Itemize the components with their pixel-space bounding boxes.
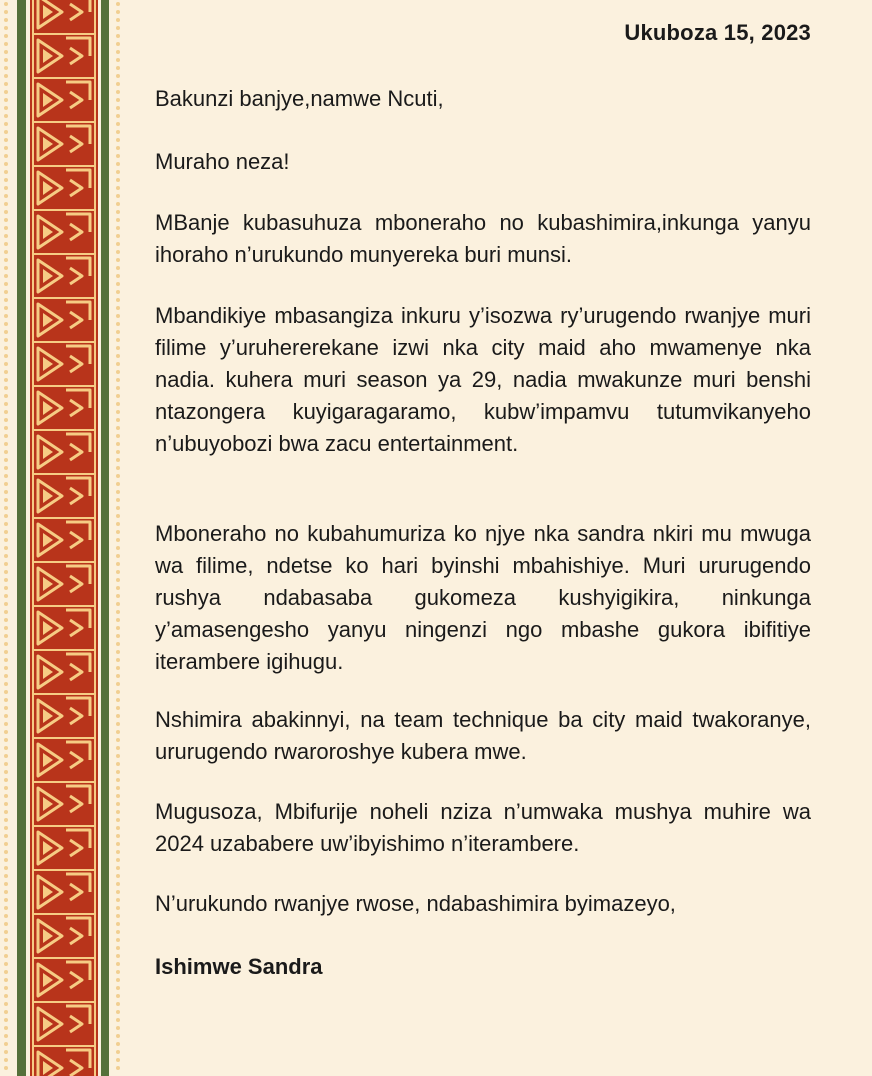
border-dot	[116, 58, 120, 62]
border-dot	[4, 266, 8, 270]
border-dot	[116, 298, 120, 302]
border-dot	[4, 58, 8, 62]
border-dot	[116, 322, 120, 326]
border-dot	[116, 266, 120, 270]
border-dot	[4, 194, 8, 198]
border-dot	[4, 586, 8, 590]
border-dot	[4, 426, 8, 430]
border-dot	[116, 986, 120, 990]
border-dot	[116, 458, 120, 462]
border-dot	[116, 1034, 120, 1038]
border-dot	[4, 282, 8, 286]
border-dot	[116, 930, 120, 934]
border-dot	[4, 666, 8, 670]
border-dot	[116, 578, 120, 582]
border-dot	[116, 162, 120, 166]
border-dot	[116, 394, 120, 398]
border-dot	[116, 594, 120, 598]
border-dot	[116, 210, 120, 214]
border-dot	[116, 698, 120, 702]
border-dot	[116, 10, 120, 14]
border-dot	[4, 370, 8, 374]
border-dot	[4, 538, 8, 542]
border-dot	[116, 834, 120, 838]
border-dot	[4, 50, 8, 54]
border-dot	[4, 34, 8, 38]
border-dot	[4, 834, 8, 838]
border-dot	[4, 2, 8, 6]
border-dot	[4, 762, 8, 766]
border-dot	[116, 410, 120, 414]
border-dot	[4, 594, 8, 598]
border-dot	[116, 898, 120, 902]
border-dot	[116, 554, 120, 558]
border-dot	[116, 250, 120, 254]
border-dot	[4, 954, 8, 958]
border-dot	[116, 690, 120, 694]
closing-line: N’urukundo rwanjye rwose, ndabashimira byimazeyo,	[155, 891, 676, 916]
border-dot	[116, 938, 120, 942]
border-dot	[4, 362, 8, 366]
border-dot	[116, 194, 120, 198]
border-dot	[4, 1018, 8, 1022]
border-dot	[4, 346, 8, 350]
border-dot	[4, 730, 8, 734]
border-dot	[116, 138, 120, 142]
dot-column-right	[116, 2, 120, 1070]
border-dot	[116, 1058, 120, 1062]
border-dot	[4, 698, 8, 702]
border-dot	[116, 498, 120, 502]
border-dot	[4, 874, 8, 878]
border-dot	[4, 770, 8, 774]
border-dot	[116, 746, 120, 750]
border-dot	[4, 330, 8, 334]
border-dot	[116, 506, 120, 510]
border-dot	[4, 882, 8, 886]
border-dot	[4, 378, 8, 382]
border-dot	[116, 1010, 120, 1014]
border-dot	[4, 474, 8, 478]
border-dot	[4, 306, 8, 310]
border-dot	[4, 778, 8, 782]
border-dot	[4, 242, 8, 246]
border-dot	[116, 402, 120, 406]
border-dot	[4, 234, 8, 238]
border-dot	[116, 426, 120, 430]
border-dot	[116, 354, 120, 358]
letter-body	[155, 0, 811, 1076]
border-dot	[116, 378, 120, 382]
border-dot	[116, 1050, 120, 1054]
border-dot	[4, 754, 8, 758]
border-dot	[4, 642, 8, 646]
border-dot	[4, 42, 8, 46]
border-dot	[116, 2, 120, 6]
border-dot	[4, 1050, 8, 1054]
border-dot	[4, 498, 8, 502]
border-dot	[4, 930, 8, 934]
border-dot	[4, 74, 8, 78]
border-dot	[116, 490, 120, 494]
border-dot	[116, 82, 120, 86]
border-dot	[4, 226, 8, 230]
border-dot	[116, 954, 120, 958]
border-dot	[4, 994, 8, 998]
paragraph-2: Mbandikiye mbasangiza inkuru y’isozwa ry’urugendo rwanjye muri filime y’uruhererekane izwi nka city maid aho mwamenye nka nadia. kuhera muri season ya 29, nadia mwakunze muri benshi ntazongera kuyigaragaramo, kubw’impamvu tutumvikanyeho n’ubuyobozi bwa zacu entertainment.	[155, 303, 811, 456]
border-dot	[116, 130, 120, 134]
border-dot	[116, 442, 120, 446]
border-dot	[116, 90, 120, 94]
border-dot	[116, 626, 120, 630]
border-dot	[4, 394, 8, 398]
border-dot	[116, 290, 120, 294]
border-dot	[116, 346, 120, 350]
border-dot	[4, 466, 8, 470]
border-dot	[116, 274, 120, 278]
border-dot	[4, 530, 8, 534]
border-dot	[116, 522, 120, 526]
border-dot	[4, 1010, 8, 1014]
border-dot	[116, 538, 120, 542]
border-dot	[4, 738, 8, 742]
border-dot	[4, 898, 8, 902]
border-dot	[116, 450, 120, 454]
border-dot	[4, 690, 8, 694]
border-dot	[4, 322, 8, 326]
border-dot	[116, 370, 120, 374]
border-dot	[116, 74, 120, 78]
border-dot	[116, 850, 120, 854]
border-dot	[116, 1042, 120, 1046]
paragraph-3: Mboneraho no kubahumuriza ko njye nka sandra nkiri mu mwuga wa filime, ndetse ko hari byinshi mbahishiye. Muri ururugendo rushya ndabasaba gukomeza kushyigikira, ninkunga y’amasengesho yanyu ningenzi ngo mbashe gukora ibifitiye iterambere igihugu.	[155, 521, 811, 674]
green-stripe-left	[17, 0, 26, 1076]
border-dot	[116, 618, 120, 622]
border-dot	[116, 482, 120, 486]
border-dot	[4, 442, 8, 446]
border-dot	[4, 202, 8, 206]
border-dot	[116, 634, 120, 638]
border-dot	[4, 1058, 8, 1062]
border-dot	[4, 170, 8, 174]
border-dot	[116, 818, 120, 822]
border-dot	[4, 794, 8, 798]
border-dot	[116, 962, 120, 966]
border-dot	[116, 778, 120, 782]
border-dot	[116, 306, 120, 310]
border-dot	[116, 914, 120, 918]
border-dot	[116, 658, 120, 662]
border-dot	[4, 274, 8, 278]
border-dot	[4, 786, 8, 790]
border-dot	[116, 330, 120, 334]
paragraph-4: Nshimira abakinnyi, na team technique ba city maid twakoranye, ururugendo rwaroroshye kubera mwe.	[155, 707, 811, 764]
border-dot	[4, 618, 8, 622]
border-dot	[4, 418, 8, 422]
border-dot	[4, 626, 8, 630]
border-dot	[4, 842, 8, 846]
border-dot	[4, 1034, 8, 1038]
border-dot	[4, 458, 8, 462]
border-dot	[116, 314, 120, 318]
border-dot	[4, 66, 8, 70]
border-dot	[116, 386, 120, 390]
border-dot	[116, 666, 120, 670]
border-dot	[4, 890, 8, 894]
border-dot	[116, 650, 120, 654]
border-dot	[116, 762, 120, 766]
border-dot	[4, 402, 8, 406]
border-dot	[116, 434, 120, 438]
border-dot	[4, 946, 8, 950]
border-dot	[4, 298, 8, 302]
border-dot	[4, 90, 8, 94]
border-dot	[116, 722, 120, 726]
border-dot	[4, 1066, 8, 1070]
border-dot	[116, 682, 120, 686]
border-dot	[4, 218, 8, 222]
border-dot	[116, 202, 120, 206]
border-dot	[4, 186, 8, 190]
border-dot	[4, 490, 8, 494]
border-dot	[116, 714, 120, 718]
border-dot	[116, 754, 120, 758]
border-dot	[116, 146, 120, 150]
border-dot	[116, 810, 120, 814]
border-dot	[116, 1002, 120, 1006]
border-dot	[4, 970, 8, 974]
border-dot	[116, 858, 120, 862]
border-dot	[116, 114, 120, 118]
border-dot	[116, 610, 120, 614]
border-dot	[4, 906, 8, 910]
border-dot	[116, 1066, 120, 1070]
border-dot	[116, 730, 120, 734]
border-dot	[4, 562, 8, 566]
border-dot	[116, 994, 120, 998]
border-dot	[4, 514, 8, 518]
border-dot	[116, 1018, 120, 1022]
border-dot	[116, 178, 120, 182]
border-dot	[4, 386, 8, 390]
border-dot	[4, 722, 8, 726]
border-dot	[116, 418, 120, 422]
border-dot	[4, 706, 8, 710]
border-dot	[116, 738, 120, 742]
border-dot	[4, 746, 8, 750]
letter-date: Ukuboza 15, 2023	[624, 20, 811, 45]
border-dot	[116, 602, 120, 606]
border-dot	[116, 970, 120, 974]
border-dot	[116, 570, 120, 574]
border-dot	[4, 962, 8, 966]
border-dot	[116, 978, 120, 982]
border-dot	[4, 98, 8, 102]
border-dot	[4, 106, 8, 110]
border-dot	[116, 874, 120, 878]
border-dot	[4, 634, 8, 638]
paragraph-1: MBanje kubasuhuza mboneraho no kubashimira,inkunga yanyu ihoraho n’urukundo munyereka buri munsi.	[155, 210, 811, 267]
dot-column-left	[4, 2, 8, 1070]
border-dot	[116, 242, 120, 246]
border-dot	[4, 578, 8, 582]
border-dot	[4, 258, 8, 262]
border-dot	[4, 802, 8, 806]
border-dot	[116, 26, 120, 30]
border-dot	[116, 906, 120, 910]
border-dot	[4, 546, 8, 550]
border-dot	[4, 554, 8, 558]
border-dot	[116, 794, 120, 798]
border-dot	[116, 218, 120, 222]
border-dot	[4, 18, 8, 22]
decorative-border	[0, 0, 128, 1076]
border-dot	[116, 258, 120, 262]
border-dot	[4, 858, 8, 862]
border-dot	[4, 10, 8, 14]
border-dot	[116, 18, 120, 22]
border-dot	[4, 338, 8, 342]
border-dot	[4, 482, 8, 486]
border-dot	[4, 570, 8, 574]
border-dot	[116, 66, 120, 70]
border-dot	[4, 810, 8, 814]
border-dot	[4, 122, 8, 126]
border-dot	[4, 826, 8, 830]
border-dot	[116, 154, 120, 158]
border-dot	[4, 138, 8, 142]
border-dot	[116, 674, 120, 678]
border-dot	[116, 34, 120, 38]
border-dot	[4, 506, 8, 510]
border-dot	[116, 234, 120, 238]
border-dot	[116, 770, 120, 774]
border-dot	[116, 586, 120, 590]
border-dot	[4, 674, 8, 678]
border-dot	[116, 50, 120, 54]
paragraph-5: Mugusoza, Mbifurije noheli nziza n’umwaka mushya muhire wa 2024 uzababere uw’ibyishimo n’iterambere.	[155, 799, 811, 856]
border-dot	[116, 562, 120, 566]
border-dot	[4, 434, 8, 438]
border-dot	[116, 514, 120, 518]
border-dot	[4, 354, 8, 358]
border-dot	[4, 922, 8, 926]
border-dot	[4, 162, 8, 166]
border-dot	[116, 106, 120, 110]
border-dot	[4, 314, 8, 318]
border-dot	[116, 786, 120, 790]
border-dot	[4, 818, 8, 822]
border-dot	[116, 546, 120, 550]
green-stripe-right	[101, 0, 109, 1076]
border-dot	[116, 530, 120, 534]
border-dot	[116, 706, 120, 710]
border-dot	[4, 714, 8, 718]
border-dot	[116, 466, 120, 470]
border-dot	[4, 210, 8, 214]
border-dot	[116, 826, 120, 830]
border-dot	[116, 1026, 120, 1030]
border-dot	[4, 658, 8, 662]
border-dot	[116, 474, 120, 478]
border-dot	[4, 178, 8, 182]
border-dot	[116, 98, 120, 102]
border-dot	[4, 978, 8, 982]
border-dot	[4, 1042, 8, 1046]
border-dot	[4, 850, 8, 854]
border-dot	[116, 890, 120, 894]
border-dot	[4, 610, 8, 614]
border-dot	[116, 802, 120, 806]
border-dot	[4, 986, 8, 990]
border-dot	[4, 938, 8, 942]
border-dot	[116, 642, 120, 646]
border-dot	[116, 362, 120, 366]
border-dot	[4, 82, 8, 86]
border-dot	[4, 914, 8, 918]
border-dot	[4, 130, 8, 134]
border-dot	[116, 338, 120, 342]
border-dot	[4, 450, 8, 454]
border-dot	[116, 186, 120, 190]
border-dot	[4, 410, 8, 414]
border-dot	[116, 42, 120, 46]
border-dot	[4, 154, 8, 158]
border-dot	[4, 26, 8, 30]
border-dot	[116, 282, 120, 286]
salutation: Bakunzi banjye,namwe Ncuti,	[155, 86, 444, 111]
border-dot	[4, 114, 8, 118]
border-dot	[116, 946, 120, 950]
border-dot	[4, 602, 8, 606]
border-dot	[4, 866, 8, 870]
border-dot	[4, 1026, 8, 1030]
border-dot	[116, 226, 120, 230]
signature: Ishimwe Sandra	[155, 954, 323, 979]
border-dot	[4, 522, 8, 526]
greeting: Muraho neza!	[155, 149, 290, 174]
border-dot	[4, 250, 8, 254]
border-dot	[116, 866, 120, 870]
border-dot	[4, 146, 8, 150]
border-dot	[116, 922, 120, 926]
border-dot	[4, 1002, 8, 1006]
border-dot	[116, 882, 120, 886]
border-dot	[116, 170, 120, 174]
border-dot	[4, 650, 8, 654]
border-dot	[4, 682, 8, 686]
border-dot	[116, 122, 120, 126]
border-dot	[4, 290, 8, 294]
border-dot	[116, 842, 120, 846]
